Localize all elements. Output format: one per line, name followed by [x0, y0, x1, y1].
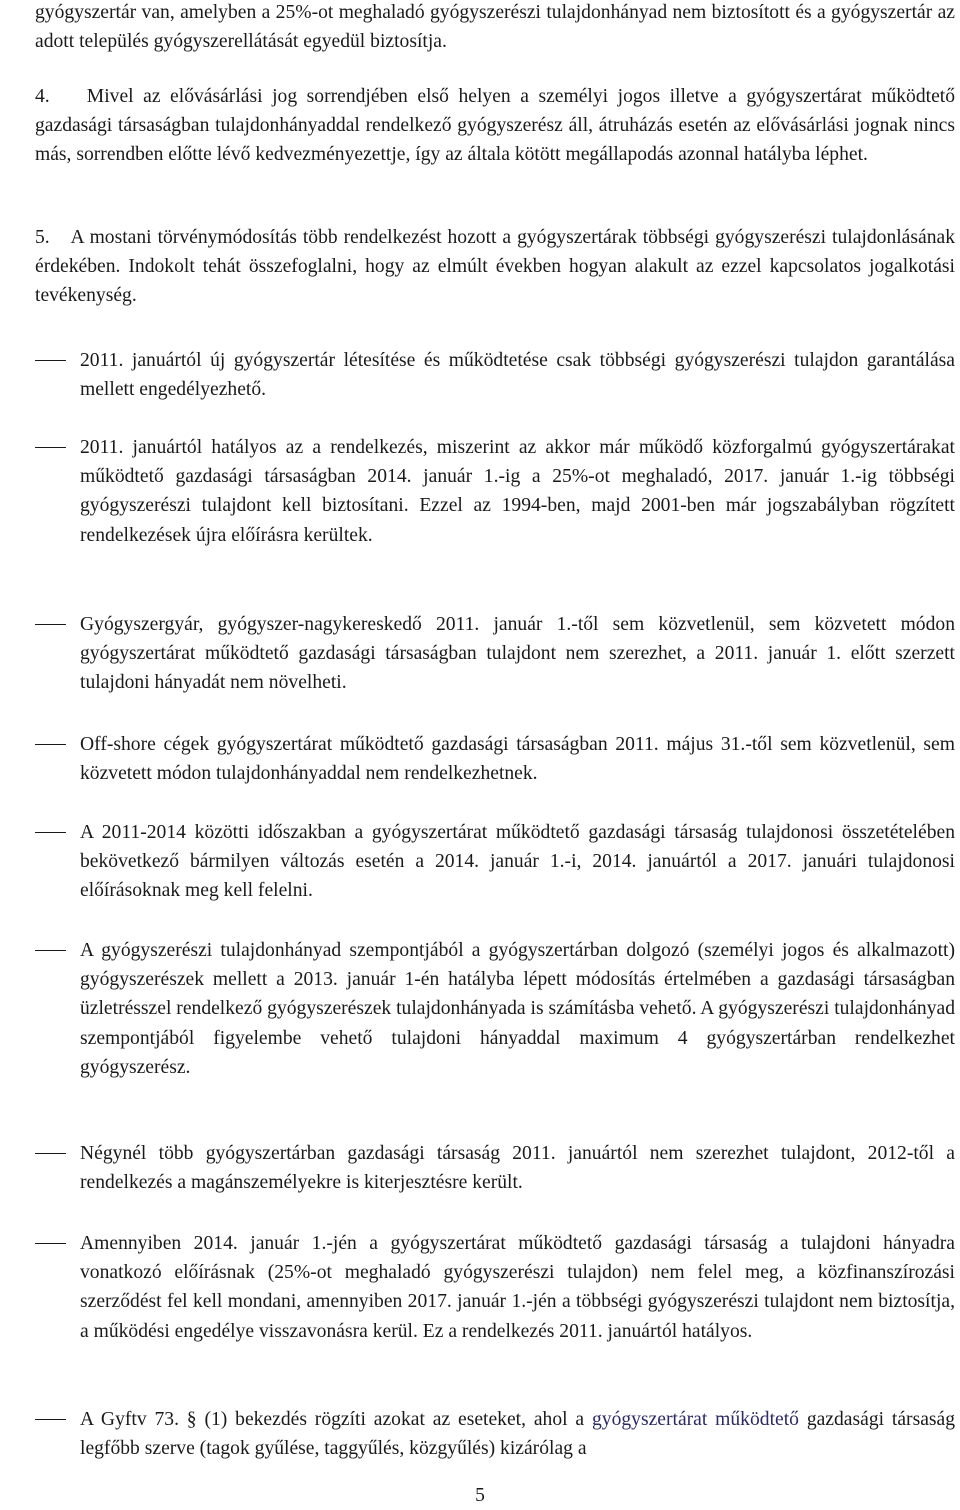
dash-bullet-icon [35, 447, 66, 448]
item-text: A mostani törvénymódosítás több rendelkezést hozott a gyógyszertárak többségi gyógyszerészi tulajdonlásának érdekében. Indokolt tehát összefoglalni, hogy az elmúlt években hogyan alakult az ezzel kapcsolatos jogalkotási tevékenység. [35, 227, 955, 307]
bullet-text: A 2011-2014 közötti időszakban a gyógyszertárat működtető gazdasági társaság tulajdonosi összetételében bekövetkező bármilyen változás esetén a 2014. január 1.-i, 2014. januártól a 2017. januári tulajdonosi előírásoknak meg kell felelni. [80, 822, 955, 902]
bullet-text: Amennyiben 2014. január 1.-jén a gyógyszertárat működtető gazdasági társaság a tulajdoni hányadra vonatkozó előírásnak (25%-ot meghaladó gyógyszerészi tulajdon) nem felel meg, a közfinanszírozási szerződést fel kell mondani, amennyiben 2017. január 1.-jén a többségi gyógyszerészi tulajdont nem biztosítja, a működési engedélye visszavonásra kerül. Ez a rendelkezés 2011. januártól hatályos. [80, 1233, 955, 1342]
bullet-text: 2011. januártól hatályos az a rendelkezés, miszerint az akkor már működő közforgalmú gyógyszertárakat működtető gazdasági társaságban 2014. január 1.-ig a 25%-ot meghaladó, 2017. január 1.-ig többségi gyógyszerészi tulajdont kell biztosítani. Ezzel az 1994-ben, majd 2001-ben már jogszabályban rögzített rendelkezések újra előírásra kerültek. [80, 437, 955, 546]
dash-bullet-icon [35, 1419, 66, 1420]
bullet-item [35, 1229, 955, 1346]
bullet-item [35, 433, 955, 550]
bullet-text: A gyógyszerészi tulajdonhányad szempontjából a gyógyszertárban dolgozó (személyi jogos és alkalmazott) gyógyszerészek mellett a 2013. január 1-én hatályba lépett módosítás értelmében a gazdasági társaságban üzletrésszel rendelkező gyógyszerészek tulajdonhányada is számításba vehető. A gyógyszerészi tulajdonhányad szempontjából figyelembe vehető tulajdoni hányaddal maximum 4 gyógyszertárban rendelkezhet gyógyszerész. [80, 940, 955, 1078]
bullet-item [35, 936, 955, 1082]
dash-bullet-icon [35, 1243, 66, 1244]
bullet-item [35, 346, 955, 404]
item-number: 4. [35, 86, 50, 107]
bullet-item [35, 1139, 955, 1197]
dash-bullet-icon [35, 624, 66, 625]
bullet-text-part: gazdasági társaság legfőbb szerve (tagok gyűlése, taggyűlés, közgyűlés) kizárólag a [80, 1409, 956, 1460]
dash-bullet-icon [35, 360, 66, 361]
bullet-item [35, 1405, 955, 1463]
numbered-item-4 [35, 82, 955, 170]
intro-paragraph: gyógyszertár van, amelyben a 25%-ot meghaladó gyógyszerészi tulajdonhányad nem biztosított és a gyógyszertár az adott település gyógyszerellátását egyedül biztosítja. [35, 2, 955, 53]
dash-bullet-icon [35, 832, 66, 833]
item-number: 5. [35, 227, 50, 248]
dash-bullet-icon [35, 950, 66, 951]
numbered-item-5 [35, 223, 955, 311]
bullet-text: Négynél több gyógyszertárban gazdasági társaság 2011. januártól nem szerezhet tulajdont, 2012-től a rendelkezés a magánszemélyekre is kiterjesztésre került. [80, 1143, 955, 1194]
dash-bullet-icon [35, 744, 66, 745]
bullet-text: 2011. januártól új gyógyszertár létesítése és működtetése csak többségi gyógyszerészi tulajdon garantálása mellett engedélyezhető. [80, 350, 955, 401]
page-number: 5 [475, 1485, 485, 1506]
item-text: Mivel az elővásárlási jog sorrendjében első helyen a személyi jogos illetve a gyógyszertárat működtető gazdasági társaságban tulajdonhányaddal rendelkező gyógyszerész áll, átruházás esetén az elővásárlási jognak nincs más, sorrendben előtte lévő kedvezményezettje, így az általa kötött megállapodás azonnal hatályba léphet. [35, 86, 956, 166]
bullet-item [35, 730, 955, 788]
dash-bullet-icon [35, 1153, 66, 1154]
bullet-text: Off-shore cégek gyógyszertárat működtető gazdasági társaságban 2011. május 31.-től sem közvetlenül, sem közvetett módon tulajdonhányaddal nem rendelkezhetnek. [80, 734, 955, 785]
bullet-text [80, 1405, 955, 1463]
bullet-text: Gyógyszergyár, gyógyszer-nagykereskedő 2011. január 1.-től sem közvetlenül, sem közvetett módon gyógyszertárat működtető gazdasági társaságban tulajdont nem szerezhet, a 2011. január 1. előtt szerzett tulajdoni hányadát nem növelheti. [80, 614, 955, 694]
bullet-text-part: A Gyftv 73. § (1) bekezdés rögzíti azokat az eseteket, ahol a [80, 1409, 592, 1430]
bullet-item [35, 610, 955, 698]
bullet-text-highlight: gyógyszertárat működtető [591, 1409, 799, 1430]
bullet-item [35, 818, 955, 906]
